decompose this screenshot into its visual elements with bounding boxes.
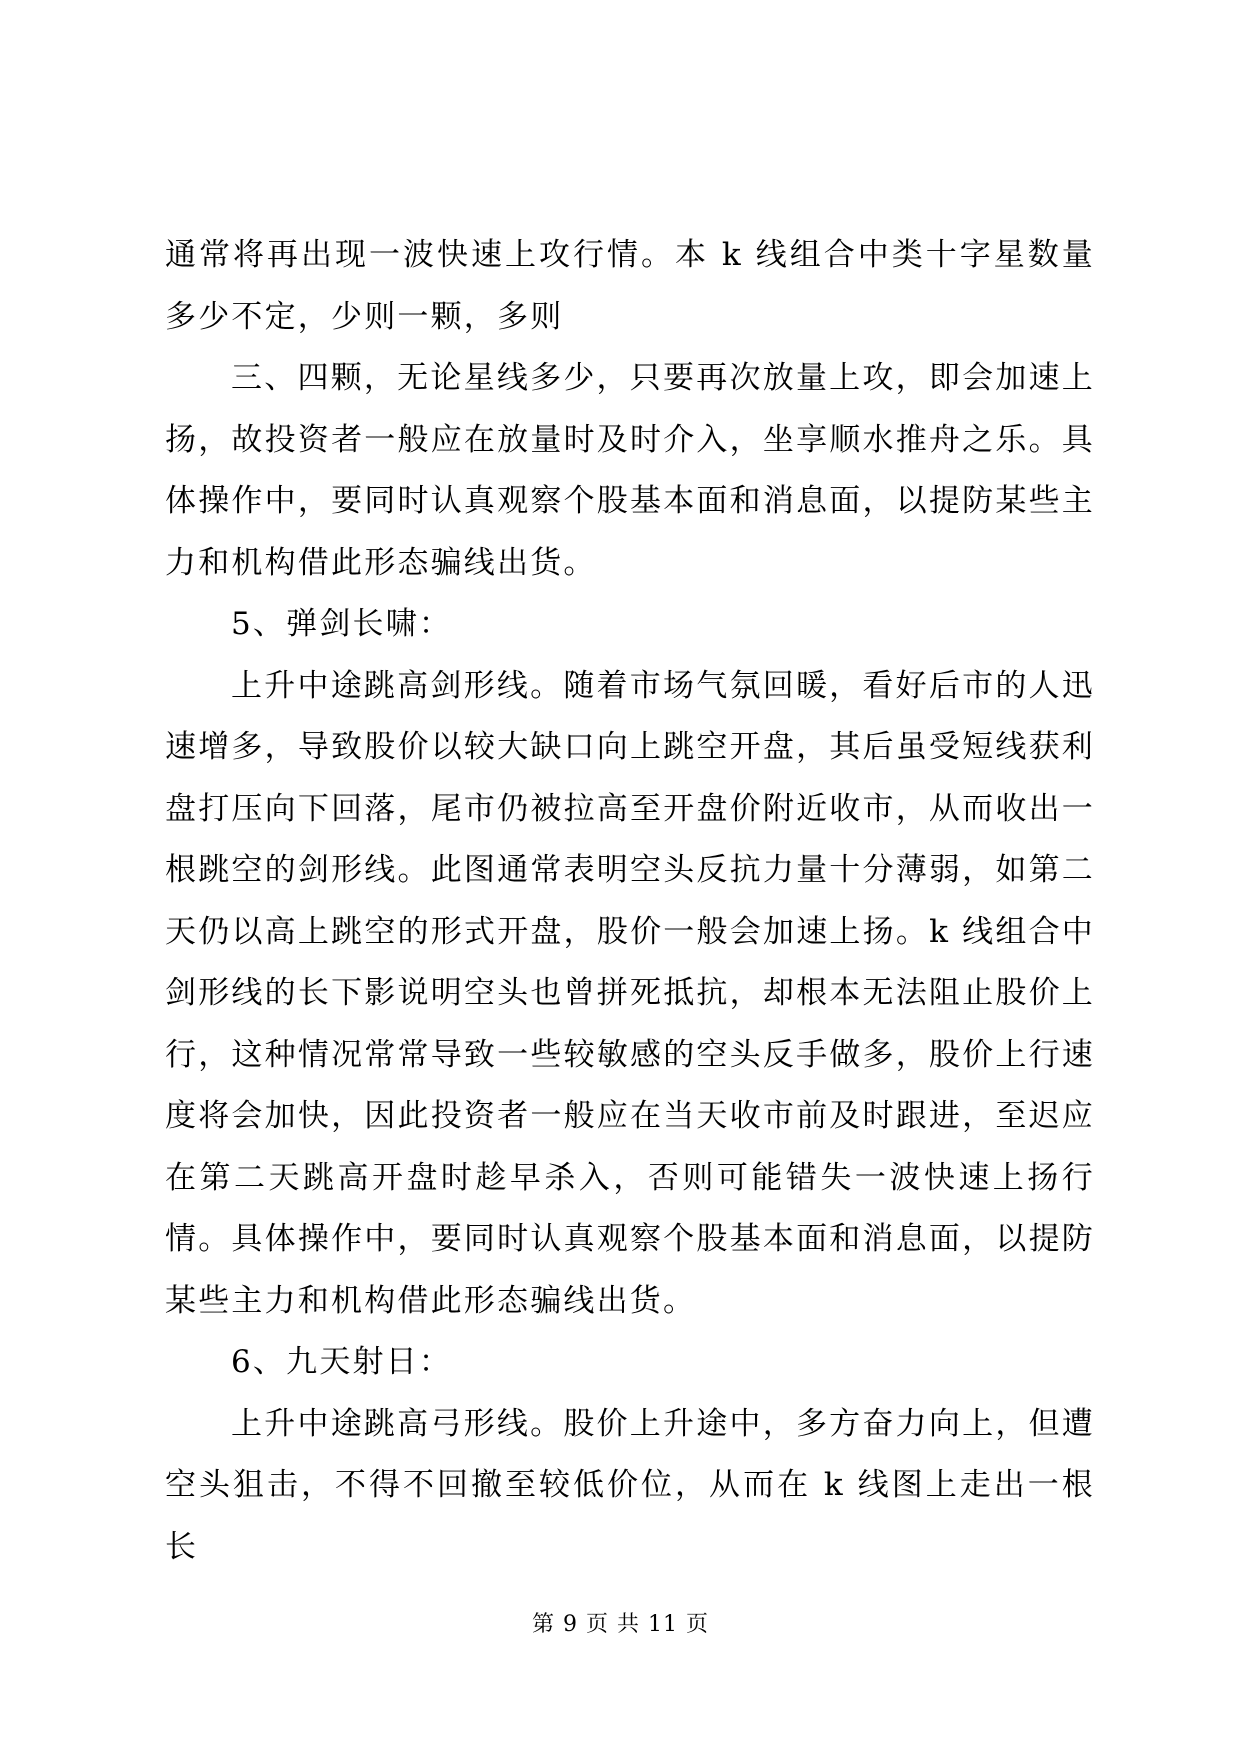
- document-body: [165, 225, 1095, 1578]
- section-heading-5: 5、弹剑长啸：: [231, 606, 453, 642]
- section-heading-6: 6、九天射日：: [231, 1344, 453, 1380]
- paragraph-1: 通常将再出现一波快速上攻行情。本 k 线组合中类十字星数量多少不定，少则一颗，多则: [165, 237, 1095, 335]
- paragraph-3: 上升中途跳高剑形线。随着市场气氛回暖，看好后市的人迅速增多，导致股价以较大缺口向上跳空开盘，其后虽受短线获利盘打压向下回落，尾市仍被拉高至开盘价附近收市，从而收出一根跳空的剑形线。此图通常表明空头反抗力量十分薄弱，如第二天仍以高上跳空的形式开盘，股价一般会加速上扬。k 线组合中剑形线的长下影说明空头也曾拼死抵抗，却根本无法阻止股价上行，这种情况常常导致一些较敏感的空头反手做多，股价上行速度将会加快，因此投资者一般应在当天收市前及时跟进，至迟应在第二天跳高开盘时趁早杀入，否则可能错失一波快速上扬行情。具体操作中，要同时认真观察个股基本面和消息面，以提防某些主力和机构借此形态骗线出货。: [165, 667, 1095, 1319]
- paragraph-2: 三、四颗，无论星线多少，只要再次放量上攻，即会加速上扬，故投资者一般应在放量时及时介入，坐享顺水推舟之乐。具体操作中，要同时认真观察个股基本面和消息面，以提防某些主力和机构借此形态骗线出货。: [165, 360, 1095, 581]
- page-footer: 第 9 页 共 11 页: [532, 1612, 709, 1637]
- paragraph-4: 上升中途跳高弓形线。股价上升途中，多方奋力向上，但遭空头狙击，不得不回撤至较低价位，从而在 k 线图上走出一根长: [165, 1405, 1095, 1565]
